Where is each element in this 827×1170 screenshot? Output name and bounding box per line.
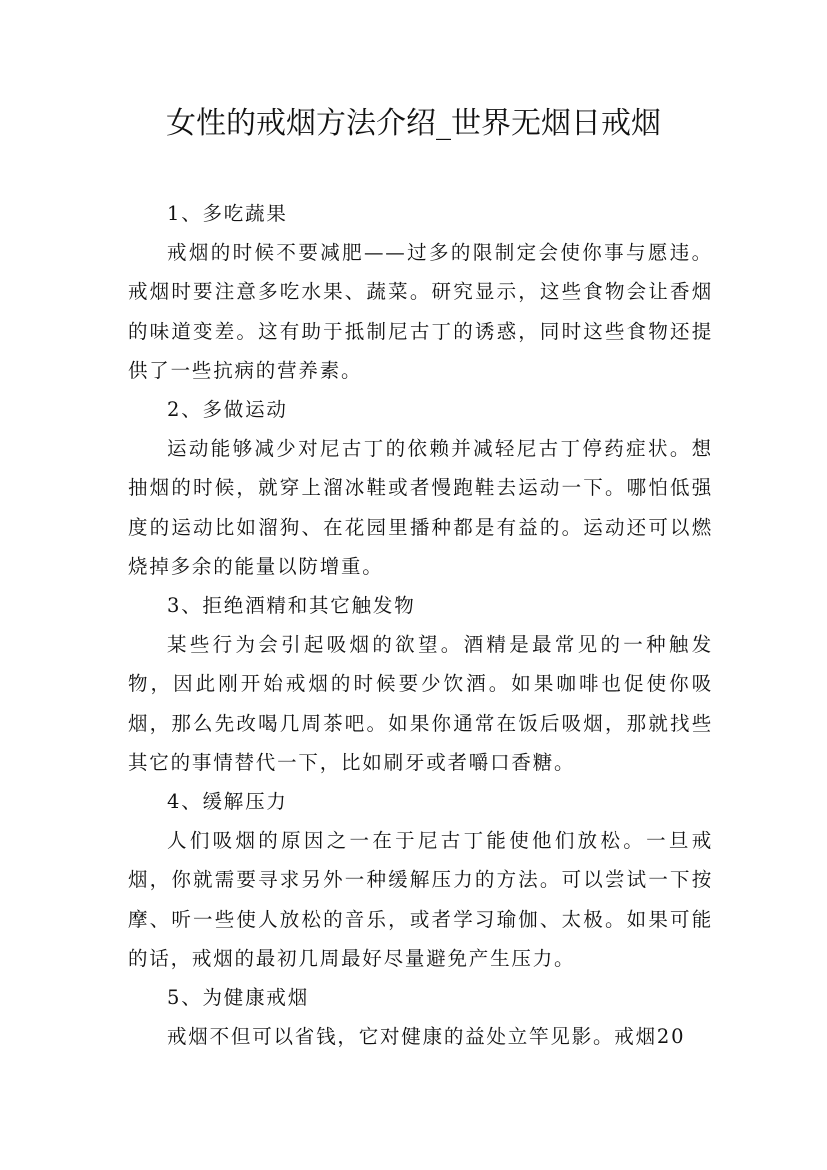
section-heading-3: 3、拒绝酒精和其它触发物 (167, 594, 416, 618)
section-paragraph-3: 某些行为会引起吸烟的欲望。酒精是最常见的一种触发物，因此刚开始戒烟的时候要少饮酒。如果咖啡也促使你吸烟，那么先改喝几周茶吧。如果你通常在饭后吸烟，那就找些其它的事情替代一下，比如刷牙或者嚼口香糖。 (128, 633, 713, 774)
page-title: 女性的戒烟方法介绍_世界无烟日戒烟 (166, 106, 661, 141)
section-heading-1: 1、多吃蔬果 (167, 202, 288, 225)
document-body (128, 194, 713, 1056)
section-paragraph-1: 戒烟的时候不要减肥——过多的限制定会使你事与愿违。戒烟时要注意多吃水果、蔬菜。研究显示，这些食物会让香烟的味道变差。这有助于抵制尼古丁的诱惑，同时这些食物还提供了一些抗病的营养素。 (128, 241, 713, 382)
section-heading-4: 4、缓解压力 (167, 790, 288, 814)
section-heading-2: 2、多做运动 (167, 398, 288, 422)
section-heading-5: 5、为健康戒烟 (167, 986, 310, 1010)
section-paragraph-2: 运动能够减少对尼古丁的依赖并减轻尼古丁停药症状。想抽烟的时候，就穿上溜冰鞋或者慢跑鞋去运动一下。哪怕低强度的运动比如溜狗、在花园里播种都是有益的。运动还可以燃烧掉多余的能量以防增重。 (128, 437, 713, 578)
section-paragraph-4: 人们吸烟的原因之一在于尼古丁能使他们放松。一旦戒烟，你就需要寻求另外一种缓解压力的方法。可以尝试一下按摩、听一些使人放松的音乐，或者学习瑜伽、太极。如果可能的话，戒烟的最初几周最好尽量避免产生压力。 (128, 829, 713, 970)
section-paragraph-5: 戒烟不但可以省钱，它对健康的益处立竿见影。戒烟20 (167, 1025, 686, 1049)
